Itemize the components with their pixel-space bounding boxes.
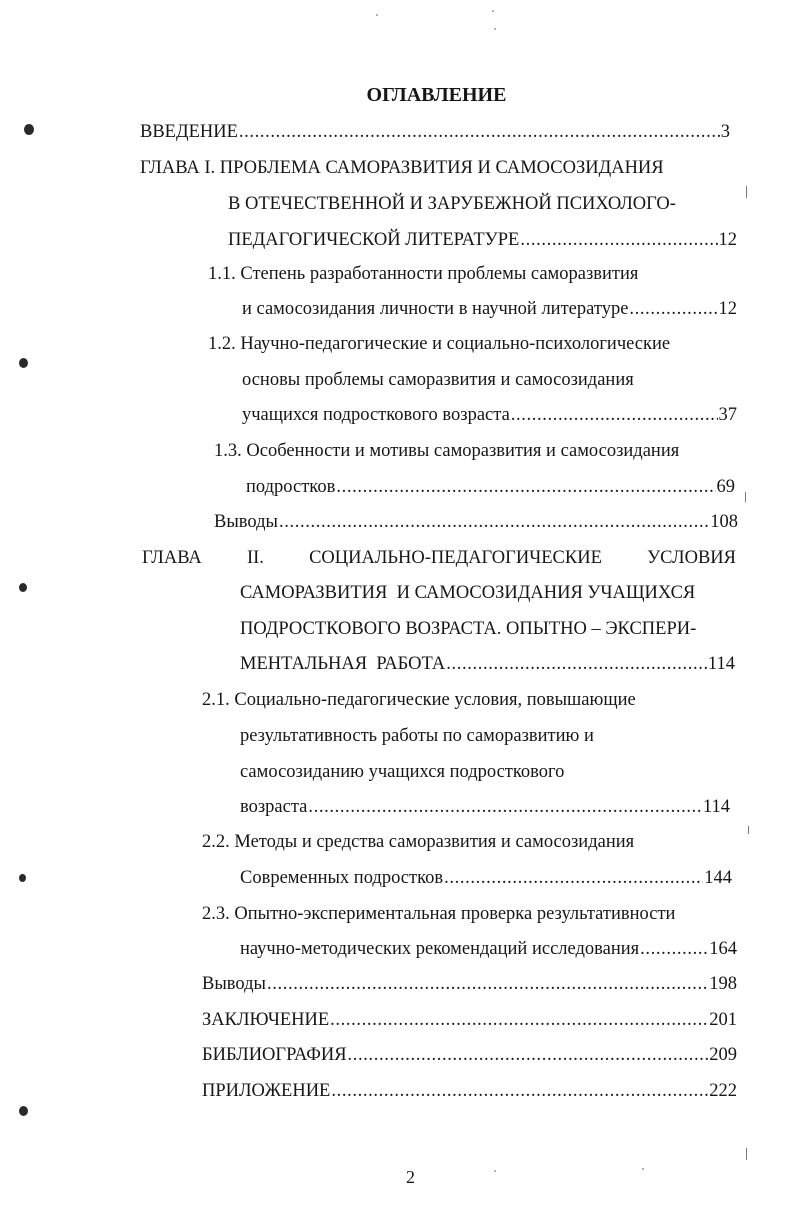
toc-entry-page: 198 [709, 974, 737, 994]
toc-entry-conclusions-2 [202, 972, 737, 996]
toc-entry-page: 108 [710, 512, 738, 532]
leader-dots [308, 795, 702, 819]
toc-section-1-3-line [214, 439, 714, 463]
toc-entry-page: 114 [707, 654, 735, 674]
leader-dots [640, 937, 708, 961]
leader-dots [336, 475, 715, 499]
toc-entry-page: 12 [718, 299, 737, 319]
binding-hole-mark [19, 1106, 28, 1116]
toc-entry-label: учащихся подросткового возраста [242, 405, 510, 425]
toc-entry-label: Современных подростков [240, 868, 444, 888]
toc-section-2-2-line [202, 830, 672, 854]
toc-entry-label: научно-методических рекомендаций исследования [240, 939, 640, 959]
scan-artifact [376, 14, 378, 16]
toc-entry-label: ЗАКЛЮЧЕНИЕ [202, 1010, 330, 1030]
toc-chapter-2-line [240, 652, 735, 676]
toc-section-2-2-line [240, 866, 732, 890]
toc-entry-label: Выводы [214, 512, 278, 532]
toc-entry-label: МЕНТАЛЬНАЯ РАБОТА [240, 654, 446, 674]
toc-entry-intro [140, 120, 730, 144]
toc-entry-page: 69 [716, 477, 735, 497]
toc-chapter-1-line [228, 192, 708, 216]
toc-chapter-1-line [140, 156, 700, 180]
toc-entry-page: 3 [720, 122, 730, 142]
toc-entry-page: 144 [704, 868, 732, 888]
toc-entry-label: ПОДРОСТКОВОГО ВОЗРАСТА. ОПЫТНО – ЭКСПЕРИ- [240, 619, 697, 639]
leader-dots [267, 972, 708, 996]
toc-chapter-2-line [240, 581, 736, 605]
toc-section-1-2-line [242, 403, 737, 427]
page-title: ОГЛАВЛЕНИЕ [366, 84, 507, 106]
toc-entry-page: 164 [709, 939, 737, 959]
toc-section-1-1-line [242, 297, 737, 321]
toc-entry-label: ПЕДАГОГИЧЕСКОЙ ЛИТЕРАТУРЕ [228, 230, 520, 250]
toc-entry-label: 1.2. Научно-педагогические и социально-психологические [208, 334, 671, 354]
leader-dots [511, 403, 718, 427]
toc-section-2-3-line [202, 902, 722, 926]
leader-dots [444, 866, 703, 890]
scan-artifact [494, 28, 496, 30]
scan-artifact [746, 1148, 747, 1160]
toc-entry-page: 201 [709, 1010, 737, 1030]
binding-hole-mark [24, 124, 34, 135]
toc-entry-appendix [202, 1079, 737, 1103]
binding-hole-mark [19, 358, 28, 368]
toc-section-1-2-line [208, 332, 708, 356]
toc-section-2-1-line [240, 724, 660, 748]
toc-entry-label: 2.1. Социально-педагогические условия, повышающие [202, 690, 636, 710]
toc-entry-label: подростков [246, 477, 336, 497]
toc-entry-label: 2.3. Опытно-экспериментальная проверка результативности [202, 904, 676, 924]
toc-entry-label: 2.2. Методы и средства саморазвития и самосозидания [202, 832, 635, 852]
scan-artifact [746, 186, 747, 198]
toc-entry-label: САМОРАЗВИТИЯ И САМОСОЗИДАНИЯ УЧАЩИХСЯ [240, 583, 696, 603]
leader-dots [279, 510, 709, 534]
toc-entry-label: ГЛАВА I. ПРОБЛЕМА САМОРАЗВИТИЯ И САМОСОЗИДАНИЯ [140, 158, 664, 178]
binding-hole-mark [19, 874, 26, 882]
binding-hole-mark [19, 583, 27, 592]
toc-section-2-1-line [240, 795, 730, 819]
toc-entry-label: и самосозидания личности в научной литературе [242, 299, 629, 319]
toc-entry-label: возраста [240, 797, 308, 817]
toc-entry-label: БИБЛИОГРАФИЯ [202, 1045, 347, 1065]
toc-entry-label: В ОТЕЧЕСТВЕННОЙ И ЗАРУБЕЖНОЙ ПСИХОЛОГО- [228, 194, 676, 214]
toc-chapter-1-line [228, 228, 737, 252]
toc-section-2-1-line [202, 688, 682, 712]
toc-entry-label: ПРИЛОЖЕНИЕ [202, 1081, 331, 1101]
toc-chapter-2-line [142, 546, 736, 570]
toc-section-1-1-line [208, 262, 678, 286]
page-number: 2 [406, 1167, 415, 1187]
toc-section-1-3-line [246, 475, 735, 499]
toc-entry-page: 209 [709, 1045, 737, 1065]
toc-entry-label: результативность работы по саморазвитию и [240, 726, 594, 746]
scan-artifact [748, 826, 749, 834]
scan-artifact [492, 10, 494, 12]
leader-dots [348, 1043, 709, 1067]
toc-entry-label: самосозиданию учащихся подросткового [240, 762, 565, 782]
toc-entry-label: Выводы [202, 974, 266, 994]
toc-entry-page: 222 [709, 1081, 737, 1101]
leader-dots [520, 228, 717, 252]
leader-dots [331, 1079, 708, 1103]
toc-entry-label: 1.1. Степень разработанности проблемы саморазвития [208, 264, 639, 284]
scan-artifact [745, 492, 746, 502]
toc-entry-conclusion [202, 1008, 737, 1032]
toc-section-1-2-line [242, 368, 682, 392]
toc-section-2-3-line [240, 937, 737, 961]
toc-entry-label: ГЛАВА II. СОЦИАЛЬНО-ПЕДАГОГИЧЕСКИЕ УСЛОВИЯ [142, 548, 736, 568]
leader-dots [330, 1008, 708, 1032]
toc-entry-page: 12 [718, 230, 737, 250]
toc-entry-label: 1.3. Особенности и мотивы саморазвития и самосозидания [214, 441, 680, 461]
toc-entry-page: 37 [718, 405, 737, 425]
toc-chapter-2-line [240, 617, 740, 641]
toc-entry-label: ВВЕДЕНИЕ [140, 122, 238, 142]
toc-entry-conclusions-1 [214, 510, 738, 534]
leader-dots [239, 120, 720, 144]
toc-entry-page: 114 [702, 797, 730, 817]
toc-section-2-1-line [240, 760, 640, 784]
toc-entry-bibliography [202, 1043, 737, 1067]
leader-dots [629, 297, 717, 321]
toc-entry-label: основы проблемы саморазвития и самосозидания [242, 370, 634, 390]
leader-dots [446, 652, 707, 676]
